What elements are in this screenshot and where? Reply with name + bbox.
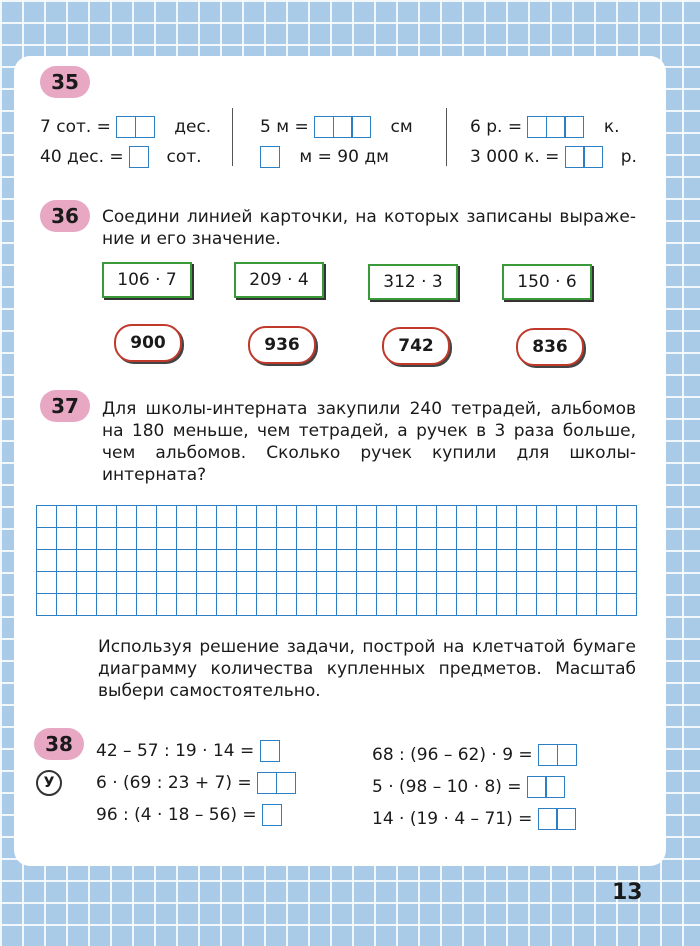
answer-box-1[interactable]	[260, 740, 280, 762]
difficulty-u-icon: У	[36, 770, 62, 796]
answer-box-3[interactable]	[527, 116, 584, 138]
column-divider	[232, 108, 233, 166]
ex35-c1-r2	[40, 146, 202, 168]
ex35-c3-r2	[470, 146, 637, 168]
page-number: 13	[612, 880, 643, 905]
ex35-c1-r1-unit: дес.	[174, 117, 212, 137]
expression-card[interactable]: 106 · 7	[102, 262, 192, 298]
ex38-left-1-expr: 42 – 57 : 19 · 14 =	[96, 741, 255, 761]
column-divider	[446, 108, 447, 166]
ex35-c1-r2-left: 40 дес. =	[40, 147, 124, 167]
exercise-36-badge: 36	[40, 200, 90, 232]
answer-box-2[interactable]	[527, 776, 566, 798]
ex35-c2-r2-text: м = 90 дм	[299, 147, 389, 167]
ex38-right-2	[372, 776, 565, 798]
value-card[interactable]: 742	[382, 327, 450, 365]
ex35-c3-r1-unit: к.	[603, 117, 620, 137]
ex35-c3-r1-left: 6 р. =	[470, 117, 523, 137]
ex38-left-2	[96, 772, 296, 794]
answer-box-3[interactable]	[314, 116, 371, 138]
answer-box-1[interactable]	[260, 146, 280, 168]
value-card[interactable]: 836	[516, 328, 584, 366]
answer-box-1[interactable]	[262, 804, 282, 826]
ex38-right-1-expr: 68 : (96 – 62) · 9 =	[372, 745, 533, 765]
answer-box-2[interactable]	[257, 772, 296, 794]
value-card[interactable]: 900	[114, 324, 182, 362]
ex35-c3-r2-unit: р.	[620, 147, 637, 167]
ex38-left-3	[96, 804, 282, 826]
ex35-c3-r1	[470, 116, 620, 138]
ex36-instruction: Соедини линией карточки, на которых записаны выраже-ние и его значение.	[102, 207, 636, 249]
answer-box-2[interactable]	[565, 146, 604, 168]
exercise-37-badge: 37	[40, 390, 90, 422]
answer-box-2[interactable]	[538, 744, 577, 766]
expression-card[interactable]: 312 · 3	[368, 264, 458, 300]
ex38-left-3-expr: 96 : (4 · 18 – 56) =	[96, 805, 257, 825]
ex35-c1-r1	[40, 116, 211, 138]
ex35-c2-r2	[260, 146, 389, 168]
answer-box-2[interactable]	[116, 116, 155, 138]
ex35-c3-r2-left: 3 000 к. =	[470, 147, 560, 167]
answer-grid[interactable]	[36, 505, 637, 616]
ex38-right-1	[372, 744, 577, 766]
ex38-right-3	[372, 808, 576, 830]
ex35-c2-r1	[260, 116, 413, 138]
answer-box-2[interactable]	[538, 808, 577, 830]
ex38-left-2-expr: 6 · (69 : 23 + 7) =	[96, 773, 252, 793]
ex37-task: Используя решение задачи, построй на клетчатой бумаге диаграмму количества купленных предметов. Масштаб выбери самостоятельно.	[98, 637, 636, 701]
expression-card[interactable]: 150 · 6	[502, 264, 592, 300]
ex38-right-2-expr: 5 · (98 – 10 · 8) =	[372, 777, 522, 797]
ex35-c1-r1-left: 7 сот. =	[40, 117, 111, 137]
exercise-38-badge: 38	[34, 728, 84, 760]
answer-box-1[interactable]	[129, 146, 149, 168]
value-card[interactable]: 936	[248, 326, 316, 364]
exercise-35-badge: 35	[40, 66, 90, 98]
expression-card[interactable]: 209 · 4	[234, 262, 324, 298]
ex35-c2-r1-left: 5 м =	[260, 117, 309, 137]
ex35-c2-r1-unit: см	[390, 117, 413, 137]
ex38-left-1	[96, 740, 280, 762]
ex35-c1-r2-unit: сот.	[166, 147, 202, 167]
ex38-right-3-expr: 14 · (19 · 4 – 71) =	[372, 809, 533, 829]
ex37-problem: Для школы-интерната закупили 240 тетрадей, альбомов на 180 меньше, чем тетрадей, а ручек в 3 раза больше, чем альбомов. Сколько ручек купили для школы-интерната?	[102, 399, 636, 485]
